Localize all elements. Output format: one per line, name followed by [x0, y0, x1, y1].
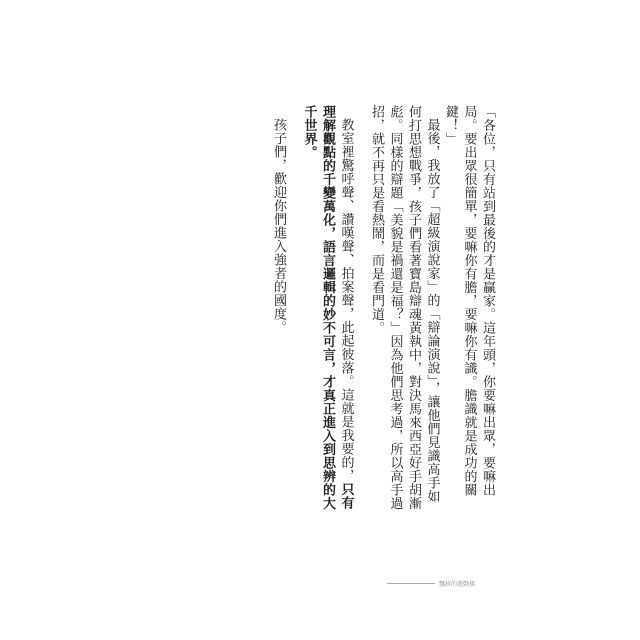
classroom-text: 教室裡驚呼聲、讚嘆聲、拍案聲，此起彼落。這就是我要的，	[338, 118, 354, 483]
paragraph-welcome: 孩子們，歡迎你們進入強者的國度。	[271, 118, 286, 334]
vertical-text-body	[271, 105, 496, 515]
paragraph-debate-video: 最後，我放了「超級演說家」的「辯論演說」，讓他們見識高手如何打思想戰爭，孩子們看著寶島辯魂黃執中，對決馬來西亞好手胡漸彪。同樣的辯題「美貌是禍還是福？」因為他們思考過，所以高手過招，就不再只是看熱鬧，而是看門道。	[369, 105, 440, 510]
paragraph-classroom	[299, 105, 355, 515]
paragraph-quote: 「各位，只有站到最後的才是贏家。這年頭，你要嘛出眾，要嘛出局。要出眾很簡單，要嘛你有膽，要嘛你有識。膽識就是成功的關鍵！」	[443, 105, 495, 497]
classroom-emphasis: 只有理解觀點的千變萬化，語言邏輯的妙不可言，才真正進入到思辨的大千世界。	[301, 105, 354, 510]
page-footer	[387, 579, 475, 588]
footer-rule	[387, 583, 435, 584]
running-title: 飄移的遊戲棋	[438, 581, 475, 588]
